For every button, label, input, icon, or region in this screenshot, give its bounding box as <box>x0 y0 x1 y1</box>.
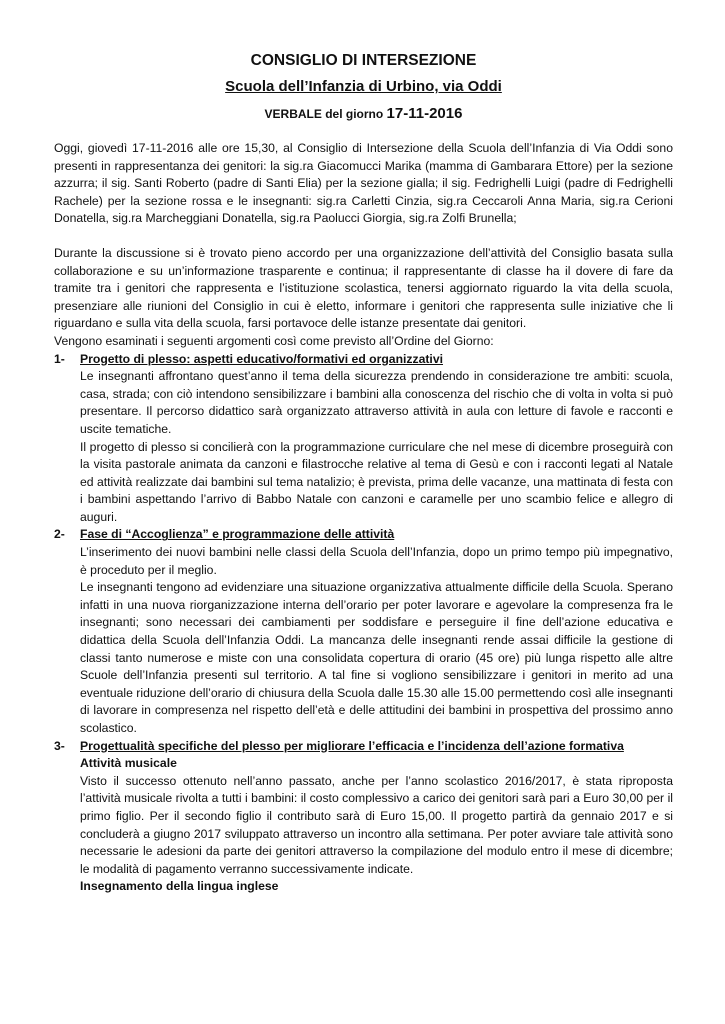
intro-paragraph: Oggi, giovedì 17-11-2016 alle ore 15,30, al Consiglio di Intersezione della Scuola dell’Infanzia di Via Oddi sono presenti in rappresentanza dei genitori: la sig.ra Giacomucci Marika (mamma di Gambarara Ettore) per la sezione azzurra; il sig. Santi Roberto (padre di Santi Elia) per la sezione gialla; il sig. Fedrighelli Luigi (padre di Fedrighelli Rachele) per la sezione rossa e le insegnanti: sig.ra Carletti Cinzia, sig.ra Ceccaroli Anna Maria, sig.ra Cerioni Donatella, sig.ra Marcheggiani Donatella, sig.ra Paolucci Giorgia, sig.ra Zolfi Brunella; <box>54 141 673 226</box>
agenda-item-number: 2- <box>54 527 65 542</box>
minutes-date: 17-11-2016 <box>386 105 463 122</box>
agenda-item-heading: Progettualità specifiche del plesso per migliorare l’efficacia e l’incidenza dell’azione formativa <box>80 738 624 753</box>
english-teaching-heading: Insegnamento della lingua inglese <box>80 879 279 894</box>
agenda-item-number: 1- <box>54 351 65 366</box>
agenda-intro: Vengono esaminati i seguenti argomenti così come previsto all’Ordine del Giorno: <box>54 333 494 348</box>
agenda-item-paragraph: Il progetto di plesso si concilierà con la programmazione curriculare che nel mese di dicembre proseguirà con la visita pastorale animata da canzoni e filastrocche relative al tema di Gesù e con i racconti legati al Natale ed attività realizzate dai bambini sul tema natalizio; è prevista, prima delle vacanze, una mattinata di festa con i bambini aspettando l’arrivo di Babbo Natale con canzoni e caramelle per uno scambio felice e allegro di auguri. <box>80 439 673 524</box>
document-title: CONSIGLIO DI INTERSEZIONE <box>250 52 477 69</box>
agenda-item-2 <box>54 526 673 544</box>
agenda-item-3 <box>54 738 673 756</box>
agenda-item-paragraph: Le insegnanti affrontano quest’anno il tema della sicurezza prendendo in considerazione tre ambiti: scuola, casa, strada; con ciò intendono sensibilizzare i bambini alla conoscenza del rischio che di volta in volta si può presentare. Il percorso didattico sarà organizzato attraverso attività in aula con letture di favole e racconti e uscite tematiche. <box>80 369 673 436</box>
music-activity-paragraph: Visto il successo ottenuto nell’anno passato, anche per l’anno scolastico 2016/2017, è stata riproposta l’attività musicale rivolta a tutti i bambini: il costo complessivo a carico dei genitori sarà pari a Euro 30,00 per il primo figlio. Per il secondo figlio il contributo sarà di Euro 15,00. Il progetto partirà da gennaio 2017 e si concluderà a giugno 2017 sviluppato attraverso un incontro alla settimana. Per poter avviare tale attività sono necessarie le adesioni da parte dei genitori attraverso la compilazione del modulo entro il mese di dicembre; le modalità di pagamento verranno successivamente indicate. <box>80 773 673 876</box>
agenda-item-paragraph: Le insegnanti tengono ad evidenziare una situazione organizzativa attualmente difficile della Scuola. Sperano infatti in una nuova riorganizzazione interna dell’orario per poter lavorare e agevolare la compresenza fra le insegnanti; sono necessari dei cambiamenti per soddisfare e perseguire il fine dell’azione educativa e didattica della Scuola dell’Infanzia Oddi. La mancanza delle insegnanti rende assai difficile la gestione di classi tanto numerose e miste con una consolidata copertura di orario (45 ore) più lunga rispetto alle altre Scuole dell’Infanzia presenti sul territorio. A tal fine si vogliono sensibilizzare i genitori in merito ad una eventuale riduzione dell’orario di chiusura della Scuola dalle 15.30 alle 15.00 permettendo così alle insegnanti di lavorare in compresenza nel rispetto dell’età e delle attitudini dei bambini in prospettiva del prossimo anno scolastico. <box>80 580 673 735</box>
school-subtitle: Scuola dell’Infanzia di Urbino, via Oddi <box>225 78 502 95</box>
minutes-date-line <box>54 105 673 122</box>
agenda-item-1 <box>54 351 673 369</box>
minutes-label: VERBALE del giorno <box>264 107 384 121</box>
agenda-item-number: 3- <box>54 738 65 753</box>
agenda-item-paragraph: L’inserimento dei nuovi bambini nelle classi della Scuola dell’Infanzia, dopo un primo tempo più impegnativo, è proceduto per il meglio. <box>80 545 673 577</box>
music-activity-heading: Attività musicale <box>80 756 177 771</box>
agenda-item-heading: Fase di “Accoglienza” e programmazione delle attività <box>80 527 395 542</box>
agenda-item-heading: Progetto di plesso: aspetti educativo/formativi ed organizzativi <box>80 351 443 366</box>
discussion-paragraph: Durante la discussione si è trovato pieno accordo per una organizzazione dell’attività del Consiglio basata sulla collaborazione e su un’informazione trasparente e continua; il rappresentante di classe ha il dovere di fare da tramite tra i genitori che rappresenta e l’istituzione scolastica, tenersi aggiornato riguardo la vita della scuola, presenziare alle riunioni del Consiglio in cui è eletto, informare i genitori che rappresenta sulle iniziative che li riguardano e sulla vita della scuola, farsi portavoce delle istanze presentate dai genitori. <box>54 245 673 331</box>
